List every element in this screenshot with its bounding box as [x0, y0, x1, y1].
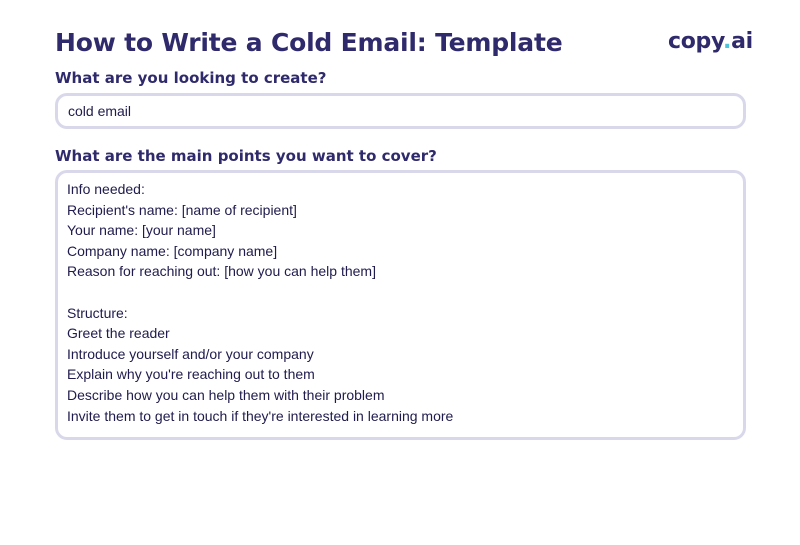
points-line: Describe how you can help them with their problem: [67, 386, 385, 403]
points-field-label: What are the main points you want to cover?: [55, 147, 437, 165]
create-field-label: What are you looking to create?: [55, 69, 327, 87]
points-line: Company name: [company name]: [67, 242, 278, 259]
points-line: Explain why you're reaching out to them: [67, 366, 315, 383]
logo-main-text: copy: [668, 29, 724, 54]
points-line: Info needed:: [67, 181, 145, 197]
points-text-lines: [67, 179, 453, 426]
points-textarea[interactable]: [55, 170, 746, 440]
page-title: How to Write a Cold Email: Template: [55, 28, 563, 57]
logo-suffix-text: ai: [731, 29, 753, 54]
points-line: Greet the reader: [67, 325, 170, 342]
points-line: Your name: [your name]: [67, 222, 216, 239]
points-line: [67, 282, 453, 303]
points-line: Recipient's name: [name of recipient]: [67, 201, 297, 218]
points-line: Reason for reaching out: [how you can help them]: [67, 263, 376, 280]
copyai-logo[interactable]: [668, 28, 753, 56]
points-line: Structure:: [67, 304, 128, 321]
create-input-value: cold email: [68, 103, 132, 119]
points-line: Invite them to get in touch if they're interested in learning more: [67, 407, 454, 424]
points-line: Introduce yourself and/or your company: [67, 345, 314, 362]
logo-dot: .: [723, 29, 732, 54]
create-input[interactable]: [55, 93, 746, 129]
